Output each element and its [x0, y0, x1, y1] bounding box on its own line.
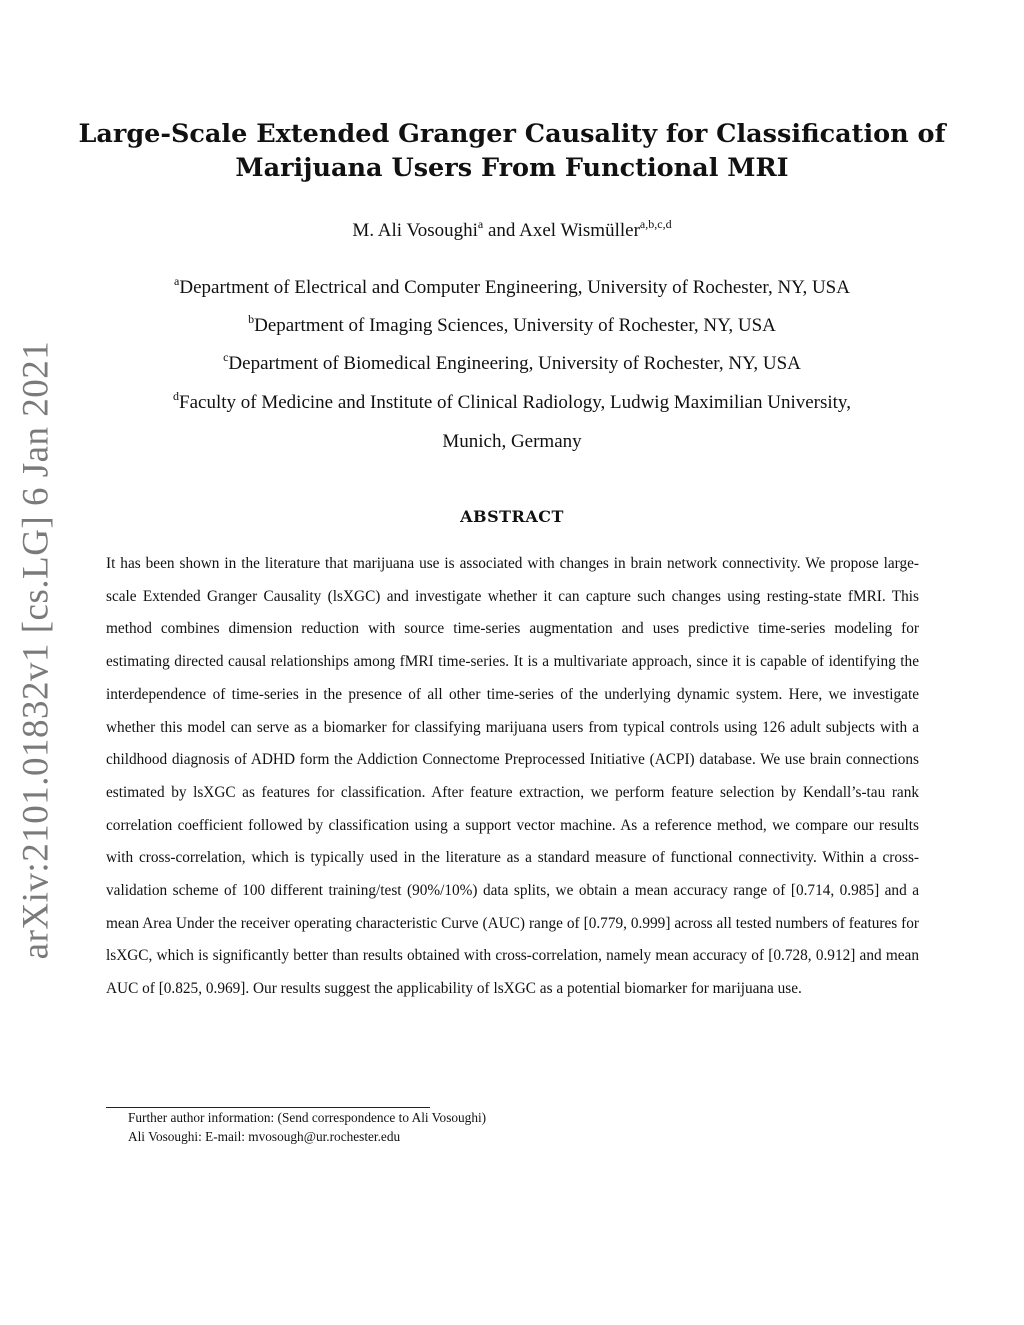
- affiliation-mark: a: [174, 273, 180, 288]
- abstract-heading: ABSTRACT: [460, 507, 564, 526]
- footnote-email: Ali Vosoughi: E-mail: mvosough@ur.rochester.edu: [128, 1129, 401, 1144]
- author-affiliation-mark: a,b,c,d: [639, 216, 672, 231]
- author-name: M. Ali Vosoughi: [352, 220, 478, 241]
- affiliation-b: [0, 311, 1024, 337]
- footnote-correspondence: Further author information: (Send correspondence to Ali Vosoughi): [128, 1110, 487, 1125]
- paper-title: Large-Scale Extended Granger Causality for Classification of Marijuana Users From Functional MRI: [78, 119, 946, 183]
- arxiv-identifier-stamp: arXiv:2101.01832v1 [cs.LG] 6 Jan 2021: [15, 340, 57, 960]
- affiliation-a: [0, 273, 1024, 299]
- affiliation-text: Department of Electrical and Computer Engineering, University of Rochester, NY, USA: [179, 277, 850, 298]
- footnote-divider: [106, 1107, 430, 1108]
- author-connector: and: [483, 220, 520, 241]
- author-affiliation-mark: a: [477, 216, 484, 231]
- affiliation-text: Department of Biomedical Engineering, University of Rochester, NY, USA: [228, 353, 801, 374]
- affiliation-text: Department of Imaging Sciences, University of Rochester, NY, USA: [254, 315, 776, 336]
- affiliation-d-continued: [0, 431, 1024, 453]
- affiliation-mark: b: [248, 311, 255, 326]
- affiliation-mark: d: [173, 388, 180, 403]
- affiliation-text: Munich, Germany: [442, 431, 582, 452]
- author-line: [0, 216, 1024, 242]
- abstract-body: It has been shown in the literature that marijuana use is associated with changes in brain network connectivity. We propose large-scale Extended Granger Causality (lsXGC) and investigate whether it can capture such changes using resting-state fMRI. This method combines dimension reduction with source time-series augmentation and uses predictive time-series modeling for estimating directed causal relationships among fMRI time-series. It is a multivariate approach, since it is capable of identifying the interdependence of time-series in the presence of all other time-series of the underlying dynamic system. Here, we investigate whether this model can serve as a biomarker for classifying marijuana users from typical controls using 126 adult subjects with a childhood diagnosis of ADHD form the Addiction Connectome Preprocessed Initiative (ACPI) database. We use brain connections estimated by lsXGC as features for classification. After feature extraction, we perform feature selection by Kendall’s-tau rank correlation coefficient followed by classification using a support vector machine. As a reference method, we compare our results with cross-correlation, which is typically used in the literature as a standard measure of functional connectivity. Within a cross-validation scheme of 100 different training/test (90%/10%) data splits, we obtain a mean accuracy range of [0.714, 0.985] and a mean Area Under the receiver operating characteristic Curve (AUC) range of [0.779, 0.999] across all tested numbers of features for lsXGC, which is significantly better than results obtained with cross-correlation, namely mean accuracy of [0.728, 0.912] and mean AUC of [0.825, 0.969]. Our results suggest the applicability of lsXGC as a potential biomarker for marijuana use.: [106, 555, 919, 998]
- affiliation-c: [0, 349, 1024, 375]
- affiliation-text: Faculty of Medicine and Institute of Clinical Radiology, Ludwig Maximilian University,: [179, 392, 851, 413]
- affiliation-d: [0, 388, 1024, 414]
- affiliation-mark: c: [223, 349, 229, 364]
- author-name: Axel Wismüller: [519, 220, 640, 241]
